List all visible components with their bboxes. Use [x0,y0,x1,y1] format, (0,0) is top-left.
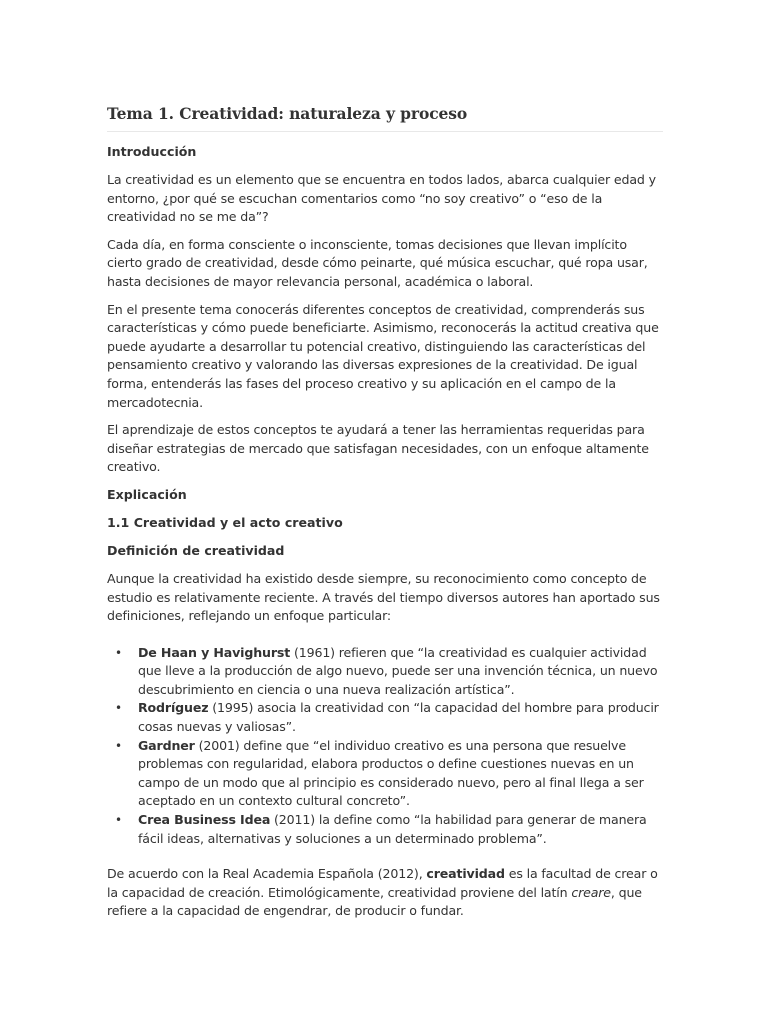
intro-heading: Introducción [107,144,197,159]
intro-paragraph-2: Cada día, en forma consciente o inconsciente, tomas decisiones que llevan implícito cierto grado de creatividad, desde cómo peinarte, qué música escuchar, qué ropa usar, hasta decisiones de mayor relevancia personal, académica o laboral. [107,236,648,289]
list-item [107,699,663,736]
intro-paragraph-1: La creatividad es un elemento que se encuentra en todos lados, abarca cualquier edad y entorno, ¿por qué se escuchan comentarios como “no soy creativo” o “eso de la creatividad no se me da”? [107,172,656,225]
bullet-icon: • [115,701,122,716]
closing-italic-term: creare [571,884,611,900]
closing-part-3: , que refiere a la capacidad de engendrar, de producir o fundar. [107,884,642,919]
closing-part-1: De acuerdo con la Real Academia Española (2012), [107,866,427,882]
bullet-icon: • [115,813,122,828]
definition-author: De Haan y Havighurst [138,644,291,660]
definition-text: (1961) refieren que “la creatividad es cualquier actividad que lleve a la producción de algo nuevo, puede ser una invención técnica, un nuevo descubrimiento en ciencia o una nueva realización artística”. [138,644,658,697]
list-item [107,644,663,700]
definitions-list [107,644,663,849]
bullet-icon: • [115,738,122,753]
bullet-icon: • [115,645,122,660]
closing-part-2: es la facultad de crear o la capacidad de creación. Etimológicamente, creatividad proviene del latín [107,866,658,900]
page-title: Tema 1. Creatividad: naturaleza y proceso [107,104,663,132]
intro-paragraph-3: En el presente tema conocerás diferentes conceptos de creatividad, comprenderás sus características y cómo puede beneficiarte. Asimismo, reconocerás la actitud creativa que puede ayudarte a desarrollar tu potencial creativo, distinguiendo las características del pensamiento creativo y valorando las diversas expresiones de la creatividad. De igual forma, entenderás las fases del proceso creativo y su aplicación en el campo de la mercadotecnia. [107,301,659,410]
document-content [107,104,663,921]
definition-text: (2001) define que “el individuo creativo es una persona que resuelve problemas con regularidad, elabora productos o define cuestiones nuevas en un campo de un modo que al principio es considerado nuevo, pero al final llega a ser aceptado en un contexto cultural concreto”. [138,737,644,809]
list-item [107,811,663,848]
definition-text: (2011) la define como “la habilidad para generar de manera fácil ideas, alternativas y soluciones a un determinado problema”. [138,812,647,846]
definition-author: Crea Business Idea [138,812,271,828]
explanation-heading: Explicación [107,486,187,502]
section-heading: 1.1 Creatividad y el acto creativo [107,514,343,530]
closing-bold-term: creatividad [426,866,505,882]
intro-paragraph-4: El aprendizaje de estos conceptos te ayudará a tener las herramientas requeridas para diseñar estrategias de mercado que satisfagan necesidades, con un enfoque altamente creativo. [107,422,649,475]
definition-intro: Aunque la creatividad ha existido desde siempre, su reconocimiento como concepto de estudio es relativamente reciente. A través del tiempo diversos autores han aportado sus definiciones, reflejando un enfoque particular: [107,570,660,624]
list-item [107,737,663,811]
definition-text: (1995) asocia la creatividad con “la capacidad del hombre para producir cosas nuevas y valiosas”. [138,700,659,735]
closing-paragraph [107,865,663,921]
definition-author: Gardner [138,737,195,753]
definition-heading: Definición de creatividad [107,542,285,558]
definition-author: Rodríguez [138,700,209,716]
